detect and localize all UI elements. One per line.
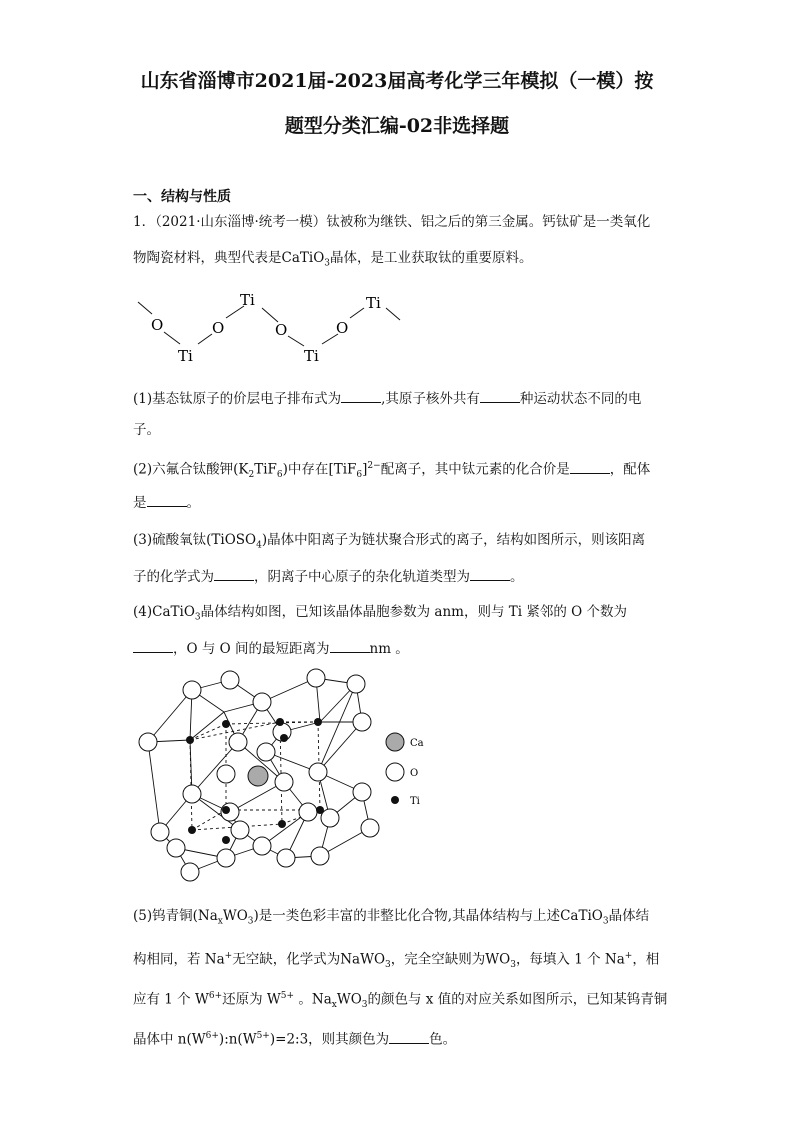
legend-ca-label: Ca xyxy=(410,738,424,749)
q1-part5-line-2: 构相同，若 Na+无空缺，化学式为NaWO$_3$，完全空缺则为$WO_3$，每填入 1 个 Na+，相 xyxy=(133,951,660,971)
answer-blank-2b[interactable] xyxy=(147,492,187,507)
q1-part1-cont: 子。 xyxy=(133,422,160,438)
q1-part5-line-3: 应有 1 个 $W^{6+}$还原为 $W^{5+}$ 。$Na_xWO_3$的颜色与 x 值的对应关系如图所示，已知某钨青铜 xyxy=(133,991,668,1011)
chain-ti-3: Ti xyxy=(304,347,319,365)
catio3-crystal-diagram xyxy=(130,662,440,892)
legend-ca-marker xyxy=(386,733,404,751)
q1-part2-line: (2)六氟合钛酸钾$(K_2TiF_6)$中存在$[TiF_6]^{2-}$配离子，其中钛元素的化合价是 ，配体 xyxy=(133,456,663,485)
q1-intro-line-1: 1．（2021·山东淄博·统考一模）钛被称为继铁、铝之后的第三金属。钙钛矿是一类氧化 xyxy=(133,214,651,230)
q1-part4-line: (4)CaTiO$_3$晶体结构如图，已知该晶体晶胞参数为 anm，则与 Ti 紧邻的 O 个数为 xyxy=(133,604,628,623)
q1-part3-cont: 子的化学式为 ，阴离子中心原子的杂化轨道类型为 。 xyxy=(133,566,663,587)
section-heading: 一、结构与性质 xyxy=(133,189,231,205)
chain-ti-4: Ti xyxy=(366,294,381,312)
title-line-1: 山东省淄博市2021届-2023届高考化学三年模拟（一模）按 xyxy=(140,70,654,92)
q1-part3-line: (3)硫酸氧钛(TiOSO$_4$)晶体中阳离子为链状聚合形式的离子，结构如图所示，则该阳离 xyxy=(133,532,646,551)
q1-intro-line-2: 物陶瓷材料，典型代表是CaTiO$_3$晶体，是工业获取钛的重要原料。 xyxy=(133,250,533,269)
q1-part4-cont: ，O 与 O 间的最短距离为 nm 。 xyxy=(133,638,663,659)
legend-o-marker xyxy=(386,763,404,781)
q1-part2-cont: 是 。 xyxy=(133,492,663,513)
q1-part1-line: (1)基态钛原子的价层电子排布式为 ,其原子核外共有 种运动状态不同的电 xyxy=(133,388,663,409)
answer-blank-3b[interactable] xyxy=(470,566,510,581)
answer-blank-5[interactable] xyxy=(389,1029,429,1044)
formula-catio3: CaTiO xyxy=(281,250,325,266)
chain-ti-2: Ti xyxy=(240,291,255,309)
answer-blank-1b[interactable] xyxy=(480,388,520,403)
tio-chain-diagram xyxy=(130,288,420,372)
title-line-2: 题型分类汇编-02非选择题 xyxy=(284,115,510,137)
chain-o-3: O xyxy=(275,321,288,339)
chain-o-4: O xyxy=(336,319,349,337)
answer-blank-3a[interactable] xyxy=(214,566,254,581)
legend-ti-label: Ti xyxy=(410,796,420,807)
chain-o-1: O xyxy=(151,316,164,334)
answer-blank-2a[interactable] xyxy=(570,459,610,474)
q1-part5-line-4: 晶体中 $n(W^{6+}):n(W^{5+})=2:3$，则其颜色为 色。 xyxy=(133,1026,663,1050)
answer-blank-4a[interactable] xyxy=(133,638,173,653)
chain-o-2: O xyxy=(212,319,225,337)
chain-ti-1: Ti xyxy=(178,347,193,365)
legend-ti-marker xyxy=(391,796,399,804)
answer-blank-4b[interactable] xyxy=(330,638,370,653)
answer-blank-1a[interactable] xyxy=(341,388,381,403)
legend-o-label: O xyxy=(410,768,419,779)
q1-part5-line-1: (5)钨青铜$(Na_xWO_3)$是一类色彩丰富的非整比化合物,其晶体结构与上述CaTiO$_3$晶体结 xyxy=(133,908,650,927)
